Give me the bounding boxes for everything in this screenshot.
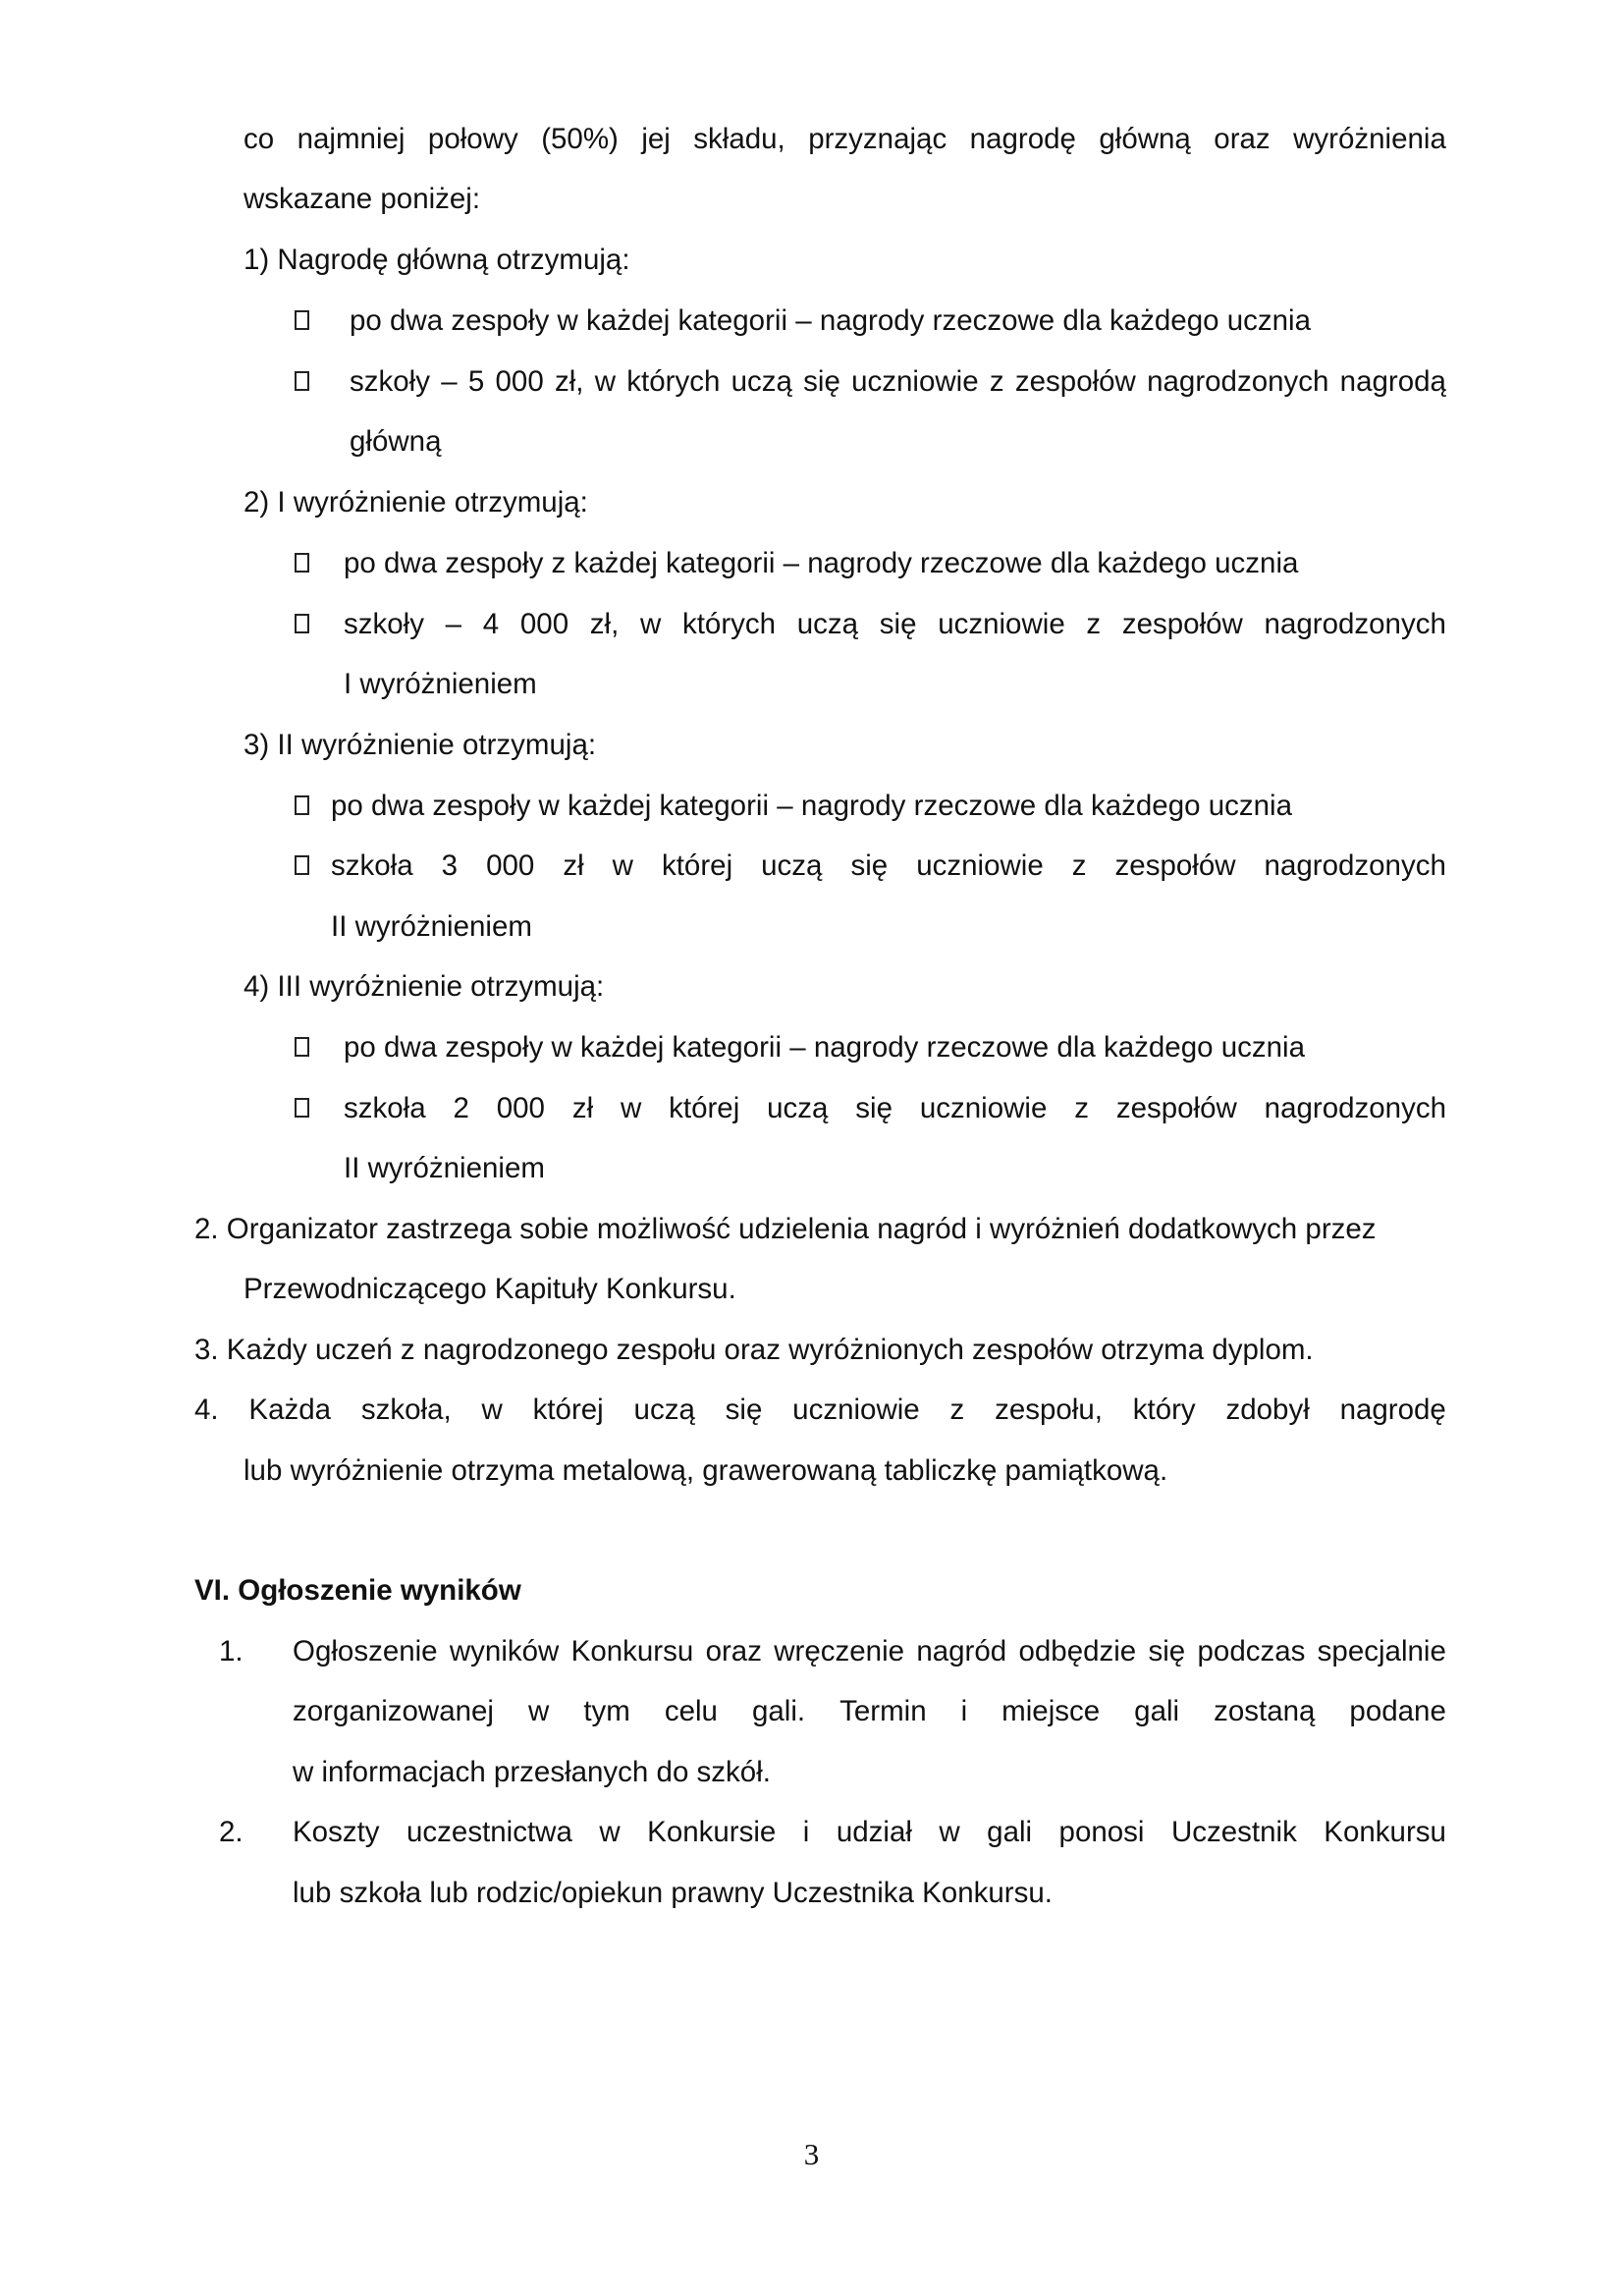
word: uczniowie: [919, 1092, 1048, 1124]
word: który: [1132, 1394, 1196, 1426]
word: której: [661, 849, 733, 882]
checkbox-bullet-icon: [295, 795, 309, 815]
list-number: 1.: [219, 1635, 243, 1667]
list-item: po dwa zespoły w każdej kategorii – nagrody rzeczowe dla każdego ucznia: [350, 304, 1311, 337]
list-item-heading: 4) III wyróżnienie otrzymują:: [243, 970, 605, 1003]
word: uczniowie: [851, 365, 979, 398]
list-item-heading: 3) II wyróżnienie otrzymują:: [243, 729, 597, 761]
word: 2: [453, 1092, 469, 1124]
word: nagrodę: [969, 123, 1076, 155]
word: uczą: [730, 365, 792, 398]
word: nagrodzonych: [1264, 849, 1446, 882]
word: Ogłoszenie: [293, 1635, 438, 1667]
word: wyników: [449, 1635, 560, 1667]
word: Każda: [248, 1394, 332, 1426]
word: wręczenie: [774, 1635, 905, 1667]
word: udział: [836, 1816, 912, 1848]
word: szkoła: [331, 849, 413, 882]
word: w: [620, 1092, 642, 1124]
word: ponosi: [1058, 1816, 1145, 1848]
word: 5: [467, 365, 485, 398]
word: zespołów: [1014, 365, 1136, 398]
word: uczą: [767, 1092, 829, 1124]
word: wyróżnienia: [1293, 123, 1446, 155]
word: miejsce: [1001, 1695, 1101, 1727]
word: Koszty: [293, 1816, 380, 1848]
word: jej: [641, 123, 671, 155]
word: nagrodę: [1339, 1394, 1446, 1426]
list-item-justified: [350, 362, 1446, 402]
word: z: [949, 1394, 965, 1426]
checkbox-bullet-icon: [295, 553, 309, 573]
word: Konkursie: [647, 1816, 777, 1848]
list-item-heading: 2) I wyróżnienie otrzymują:: [243, 486, 588, 519]
word: specjalnie: [1317, 1635, 1446, 1667]
checkbox-bullet-icon: [295, 310, 309, 330]
word: składu,: [693, 123, 785, 155]
word: Konkursu: [1324, 1816, 1446, 1848]
paragraph-line: wskazane poniżej:: [243, 183, 481, 215]
word: zespołów: [1121, 608, 1243, 640]
word: zostaną: [1214, 1695, 1316, 1727]
checkbox-bullet-icon: [295, 1098, 309, 1118]
word: 3: [441, 849, 459, 882]
word: zł,: [589, 608, 620, 640]
word: uczniowie: [792, 1394, 920, 1426]
word: szkoły: [344, 608, 424, 640]
word: celu: [664, 1695, 718, 1727]
word: Konkursu: [570, 1635, 694, 1667]
word: której: [532, 1394, 604, 1426]
word: których: [626, 365, 721, 398]
word: główną: [1099, 123, 1191, 155]
list-number: 2.: [219, 1816, 243, 1848]
list-item: po dwa zespoły w każdej kategorii – nagrody rzeczowe dla każdego ucznia: [344, 1031, 1305, 1064]
checkbox-bullet-icon: [295, 371, 309, 391]
section-heading: VI. Ogłoszenie wyników: [194, 1574, 521, 1607]
word: zespołów: [1115, 1092, 1237, 1124]
list-item: po dwa zespoły w każdej kategorii – nagrody rzeczowe dla każdego ucznia: [331, 790, 1292, 822]
word: najmniej: [297, 123, 406, 155]
word: zdobył: [1225, 1394, 1310, 1426]
word: (50%): [541, 123, 619, 155]
checkbox-bullet-icon: [295, 855, 309, 875]
word: 000: [486, 849, 535, 882]
word: uczą: [761, 849, 823, 882]
word: się: [855, 1092, 893, 1124]
numbered-paragraph: 3. Każdy uczeń z nagrodzonego zespołu oraz wyróżnionych zespołów otrzyma dyplom.: [194, 1334, 1314, 1366]
word: uczą: [633, 1394, 695, 1426]
word: której: [669, 1092, 740, 1124]
checkbox-bullet-icon: [295, 1037, 309, 1057]
word: z: [1086, 608, 1102, 640]
word: których: [681, 608, 777, 640]
word: w: [939, 1816, 960, 1848]
word: 4: [482, 608, 500, 640]
word: przyznając: [808, 123, 947, 155]
word: i: [802, 1816, 810, 1848]
word: w: [599, 1816, 621, 1848]
word: w: [594, 365, 617, 398]
word: nagrodzonych: [1264, 1092, 1446, 1124]
list-item-heading: 1) Nagrodę główną otrzymują:: [243, 244, 630, 276]
word: w: [639, 608, 662, 640]
word: co: [243, 123, 275, 155]
list-item-continuation: w informacjach przesłanych do szkół.: [293, 1756, 771, 1788]
word: nagrodzonych: [1264, 608, 1446, 640]
word: z: [1071, 849, 1087, 882]
word: odbędzie: [1018, 1635, 1137, 1667]
word: Termin: [839, 1695, 927, 1727]
word: szkoły: [350, 365, 430, 398]
word: w: [612, 849, 633, 882]
word: nagrodzonych: [1147, 365, 1329, 398]
paragraph-line: lub wyróżnienie otrzyma metalową, grawerowaną tabliczkę pamiątkową.: [243, 1454, 1168, 1487]
list-item-continuation: lub szkoła lub rodzic/opiekun prawny Uczestnika Konkursu.: [293, 1877, 1053, 1909]
word: 000: [496, 1092, 545, 1124]
paragraph-line: Przewodniczącego Kapituły Konkursu.: [243, 1273, 736, 1305]
word: –: [441, 365, 458, 398]
list-item-justified: [293, 1813, 1446, 1852]
list-item-continuation: I wyróżnieniem: [344, 668, 537, 700]
word: się: [803, 365, 840, 398]
list-item-justified: [293, 1692, 1446, 1731]
word: w: [528, 1695, 550, 1727]
word: zł,: [554, 365, 584, 398]
word: w: [481, 1394, 503, 1426]
word: oraz: [1214, 123, 1271, 155]
word: z: [1074, 1092, 1089, 1124]
list-item-justified: [344, 605, 1446, 644]
word: gali.: [751, 1695, 806, 1727]
list-item: po dwa zespoły z każdej kategorii – nagrody rzeczowe dla każdego ucznia: [344, 547, 1299, 579]
list-item-continuation: II wyróżnieniem: [331, 910, 532, 943]
word: gali: [987, 1816, 1033, 1848]
word: zł: [571, 1092, 594, 1124]
word: zorganizowanej: [293, 1695, 494, 1727]
word: szkoła,: [360, 1394, 452, 1426]
word: połowy: [427, 123, 518, 155]
list-item-justified: [331, 847, 1446, 886]
numbered-paragraph: 2. Organizator zastrzega sobie możliwość udzielenia nagród i wyróżnień dodatkowych przez: [194, 1213, 1377, 1245]
list-item-continuation: główną: [350, 425, 442, 458]
list-item-justified: [293, 1632, 1446, 1671]
word: zł: [563, 849, 584, 882]
word: podczas: [1197, 1635, 1306, 1667]
word: tym: [583, 1695, 630, 1727]
word: uczestnictwa: [406, 1816, 572, 1848]
word: 000: [519, 608, 569, 640]
word: i: [960, 1695, 968, 1727]
word: zespołu,: [995, 1394, 1103, 1426]
word: się: [1148, 1635, 1186, 1667]
word: uczniowie: [938, 608, 1065, 640]
page-number: 3: [803, 2137, 820, 2171]
word: Uczestnik: [1170, 1816, 1297, 1848]
word: podane: [1349, 1695, 1446, 1727]
word: szkoła: [344, 1092, 426, 1124]
word: się: [850, 849, 889, 882]
word: uczniowie: [916, 849, 1044, 882]
numbered-paragraph-justified: [194, 1391, 1446, 1430]
word: z: [989, 365, 1004, 398]
word: gali: [1134, 1695, 1180, 1727]
word: 000: [495, 365, 544, 398]
list-item-continuation: II wyróżnieniem: [344, 1152, 545, 1184]
word: 4.: [194, 1394, 219, 1426]
word: się: [879, 608, 917, 640]
word: nagrodą: [1339, 365, 1446, 398]
word: się: [725, 1394, 763, 1426]
paragraph-line-justified: [243, 120, 1446, 159]
word: uczą: [796, 608, 859, 640]
list-item-justified: [344, 1089, 1446, 1128]
word: oraz: [705, 1635, 762, 1667]
word: –: [445, 608, 462, 640]
word: nagród: [916, 1635, 1007, 1667]
checkbox-bullet-icon: [295, 614, 309, 633]
word: zespołów: [1114, 849, 1236, 882]
